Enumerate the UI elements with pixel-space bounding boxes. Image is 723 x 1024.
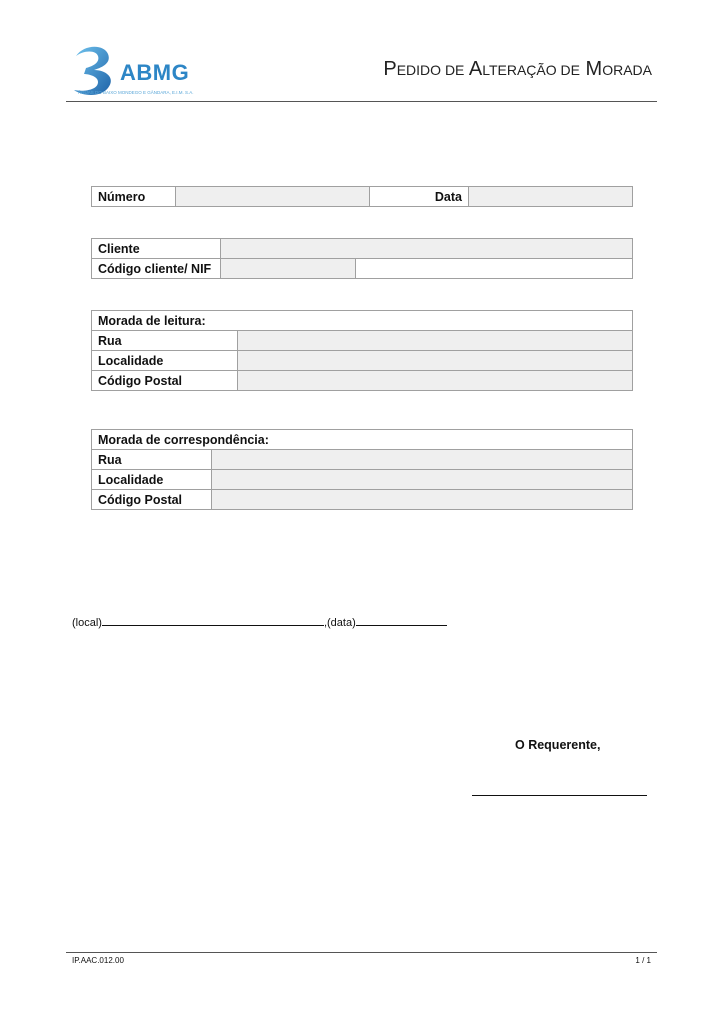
numero-label: Número bbox=[92, 187, 176, 207]
data-sign-label: ,(data) bbox=[323, 617, 356, 629]
correspondencia-codigo-postal-label: Código Postal bbox=[92, 490, 212, 510]
leitura-codigo-postal-field[interactable] bbox=[238, 371, 633, 391]
header-divider bbox=[66, 101, 657, 102]
footer-divider bbox=[66, 952, 657, 953]
document-code: IP.AAC.012.00 bbox=[72, 956, 124, 965]
data-field[interactable] bbox=[469, 187, 633, 207]
codigo-cliente-extra bbox=[356, 259, 633, 279]
morada-leitura-heading: Morada de leitura: bbox=[92, 311, 633, 331]
signature-line[interactable] bbox=[472, 795, 647, 796]
codigo-cliente-label: Código cliente/ NIF bbox=[92, 259, 221, 279]
page-number: 1 / 1 bbox=[635, 956, 651, 965]
codigo-cliente-field[interactable] bbox=[221, 259, 356, 279]
logo-text: ABMG bbox=[120, 60, 190, 85]
data-label: Data bbox=[370, 187, 469, 207]
correspondencia-rua-field[interactable] bbox=[212, 450, 633, 470]
morada-correspondencia-heading: Morada de correspondência: bbox=[92, 430, 633, 450]
local-data-line bbox=[72, 615, 447, 629]
cliente-label: Cliente bbox=[92, 239, 221, 259]
numero-field[interactable] bbox=[176, 187, 370, 207]
correspondencia-localidade-field[interactable] bbox=[212, 470, 633, 490]
logo-subtitle: ÁGUAS DO BAIXO MONDEGO E GÂNDARA, E.I.M. S.A. bbox=[78, 90, 194, 95]
cliente-table bbox=[91, 238, 633, 279]
leitura-localidade-label: Localidade bbox=[92, 351, 238, 371]
leitura-localidade-field[interactable] bbox=[238, 351, 633, 371]
local-blank[interactable] bbox=[102, 615, 324, 626]
data-blank[interactable] bbox=[356, 615, 447, 626]
correspondencia-localidade-label: Localidade bbox=[92, 470, 212, 490]
cliente-field[interactable] bbox=[221, 239, 633, 259]
correspondencia-rua-label: Rua bbox=[92, 450, 212, 470]
correspondencia-codigo-postal-field[interactable] bbox=[212, 490, 633, 510]
leitura-rua-label: Rua bbox=[92, 331, 238, 351]
local-label: (local) bbox=[72, 617, 102, 629]
requerente-label: O Requerente, bbox=[515, 738, 601, 752]
morada-correspondencia-table bbox=[91, 429, 633, 510]
page-title: PEDIDO DE ALTERAÇÃO DE MORADA bbox=[383, 58, 652, 80]
morada-leitura-table bbox=[91, 310, 633, 391]
leitura-rua-field[interactable] bbox=[238, 331, 633, 351]
numero-data-table bbox=[91, 186, 633, 207]
leitura-codigo-postal-label: Código Postal bbox=[92, 371, 238, 391]
